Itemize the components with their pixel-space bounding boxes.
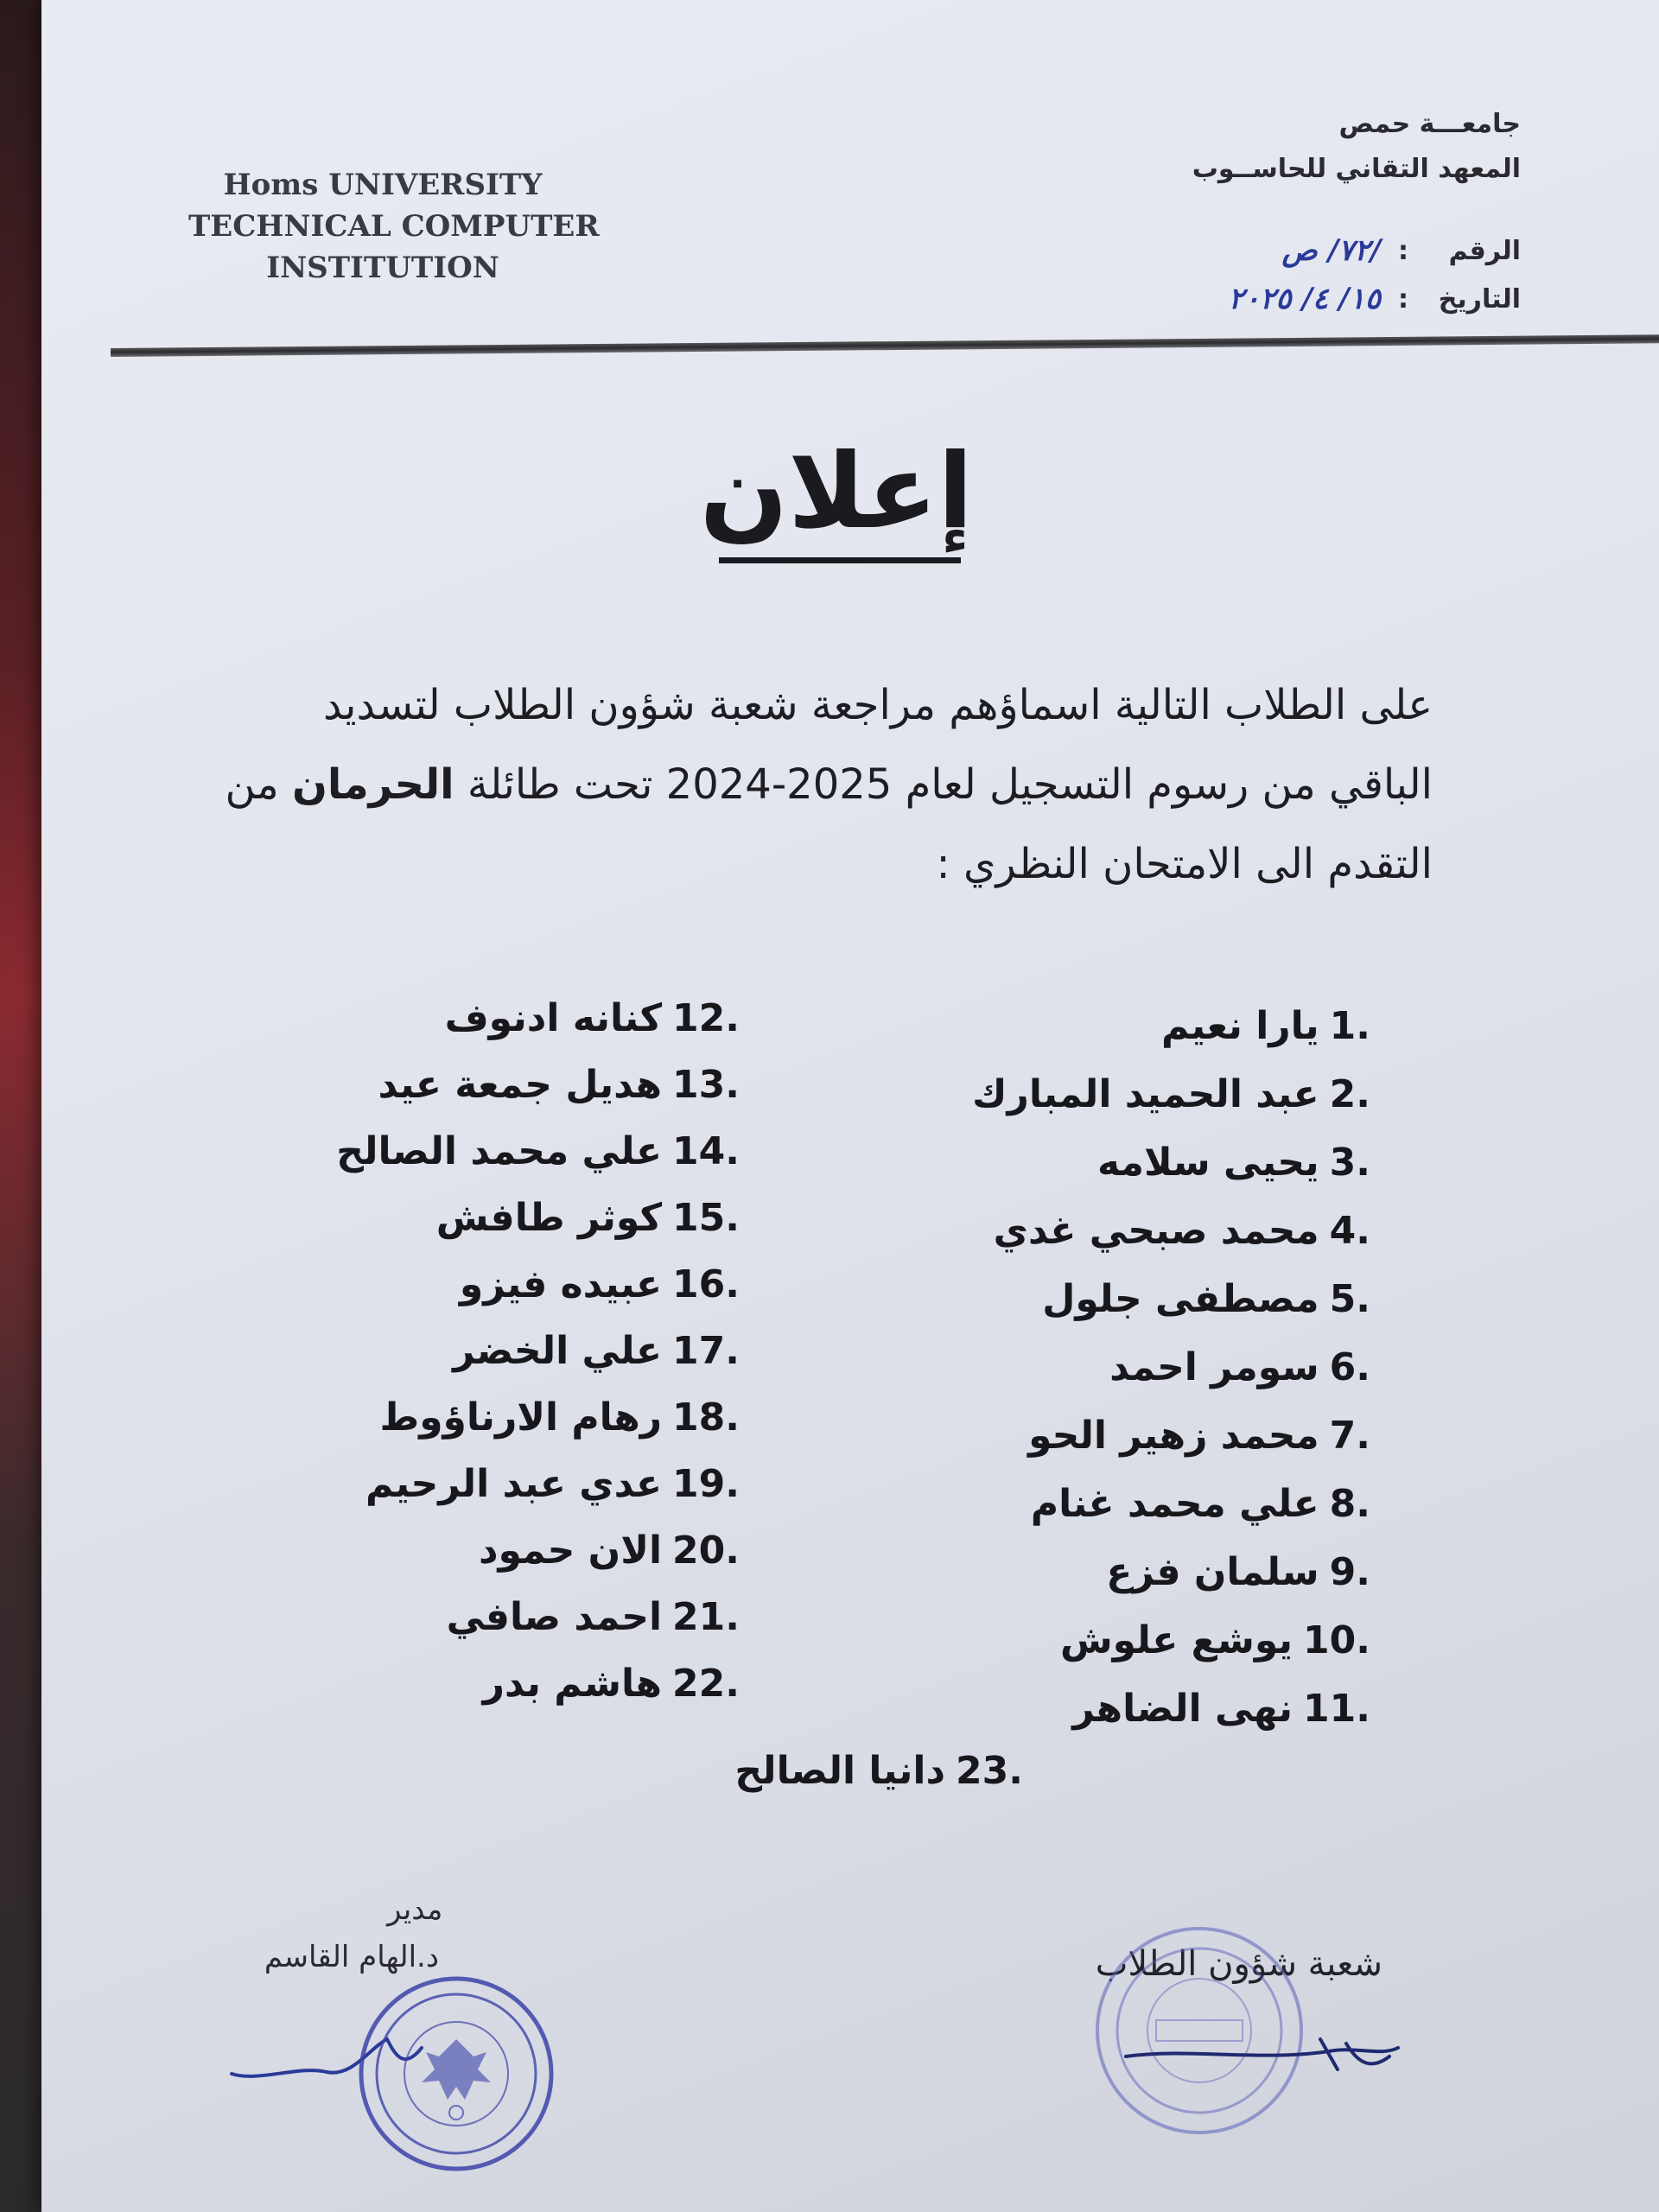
english-line-3: INSTITUTION <box>266 251 499 285</box>
official-seal-left <box>353 1970 560 2177</box>
student-list-column-2 <box>204 985 740 1717</box>
arabic-letterhead <box>1123 102 1521 192</box>
announcement-body <box>223 665 1433 904</box>
list-item: 17.علي الخضر <box>453 1329 740 1373</box>
reference-date-label: التاريخ <box>1438 283 1521 315</box>
director-name: د.الهام القاسم <box>264 1940 439 1974</box>
english-letterhead <box>188 164 600 289</box>
list-item: 7.محمد زهير الحو <box>1028 1414 1370 1458</box>
student-list-final <box>539 1737 1023 1805</box>
list-item: 11.نهى الضاهر <box>1072 1687 1370 1731</box>
list-item: 1.يارا نعيم <box>1161 1004 1370 1048</box>
title-underline <box>719 557 961 563</box>
list-item: 9.سلمان فزع <box>1106 1550 1370 1594</box>
list-item: 14.علي محمد الصالح <box>336 1129 740 1173</box>
english-line-1: Homs UNIVERSITY <box>223 168 543 202</box>
reference-block <box>1002 226 1521 323</box>
list-item: 23.دانيا الصالح <box>734 1749 1023 1793</box>
list-item: 18.رهام الارناؤوط <box>379 1395 740 1440</box>
reference-number-value: /٧٢/ ص <box>1281 233 1381 268</box>
director-title: مدير <box>387 1892 443 1927</box>
reference-number-label: الرقم <box>1448 235 1521 266</box>
list-item: 8.علي محمد غنام <box>1030 1482 1370 1526</box>
english-line-2: TECHNICAL COMPUTER <box>188 209 600 244</box>
document-page <box>41 0 1659 2212</box>
announcement-title: إعلان <box>699 432 974 552</box>
list-item: 2.عبد الحميد المبارك <box>972 1072 1370 1116</box>
list-item: 21.احمد صافي <box>446 1595 740 1639</box>
office-signature <box>1122 2031 1407 2082</box>
list-item: 3.يحيى سلامه <box>1097 1141 1370 1185</box>
list-item: 22.هاشم بدر <box>482 1662 740 1706</box>
list-item: 5.مصطفى جلول <box>1042 1277 1370 1321</box>
reference-number-row: الرقم : /٧٢/ ص <box>1281 233 1521 268</box>
student-list-column-1 <box>766 992 1370 1743</box>
list-item: 10.يوشع علوش <box>1059 1618 1370 1662</box>
list-item: 4.محمد صبحي غدي <box>993 1209 1370 1253</box>
list-item: 16.عبيده فيزو <box>459 1262 740 1306</box>
body-text-part-1: على الطلاب التالية اسماؤهم مراجعة شعبة شؤون الطلاب لتسديد الباقي من رسوم التسجيل لعام 2025-2024 تحت طائلة <box>322 681 1433 809</box>
arabic-line-1: جامعـــة حمص <box>1338 109 1521 139</box>
list-item: 12.كنانه ادنوف <box>444 996 740 1040</box>
body-text-bold: الحرمان <box>291 760 454 809</box>
body-text-part-2: من التقدم الى الامتحان النظري : <box>225 760 1433 888</box>
list-item: 20.الان حمود <box>478 1529 740 1573</box>
list-item: 13.هديل جمعة عيد <box>378 1063 740 1107</box>
header-divider <box>111 334 1659 357</box>
student-affairs-office-label: شعبة شؤون الطلاب <box>1095 1944 1382 1984</box>
list-item: 15.كوثر طافش <box>435 1196 740 1240</box>
reference-date-row: التاريخ : ١٥/ ٤/ ٢٠٢٥ <box>1228 282 1521 316</box>
reference-date-value: ١٥/ ٤/ ٢٠٢٥ <box>1228 282 1381 316</box>
list-item: 6.سومر احمد <box>1109 1345 1370 1389</box>
arabic-line-2: المعهد التقاني للحاســوب <box>1192 154 1521 184</box>
list-item: 19.عدي عبد الرحيم <box>365 1462 740 1506</box>
